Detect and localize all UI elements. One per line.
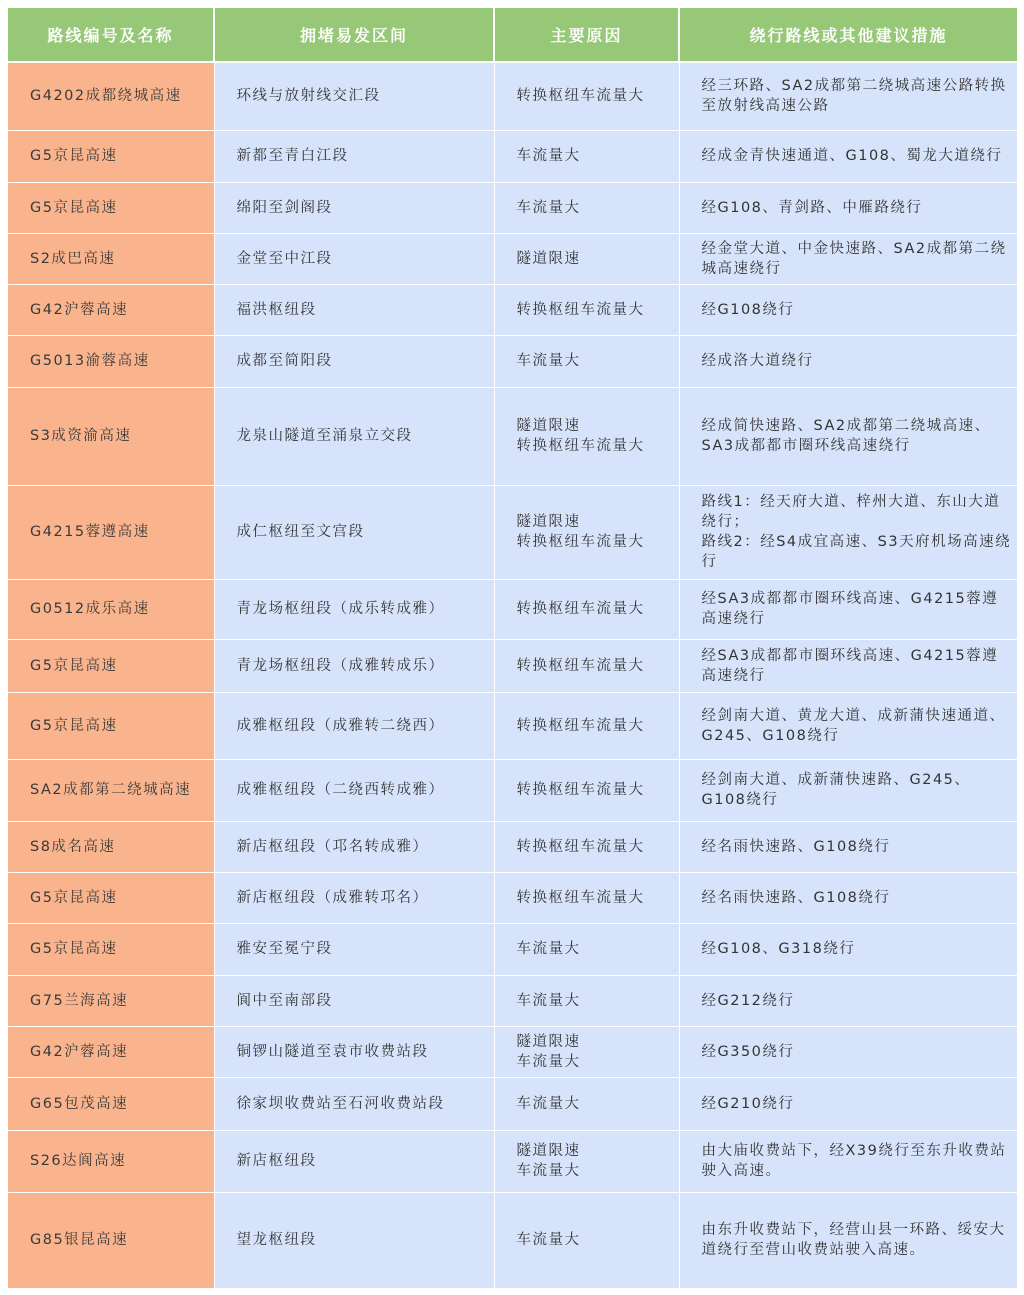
table-row	[8, 130, 1017, 182]
reason-cell: 隧道限速 转换枢纽车流量大	[494, 387, 679, 485]
advice-cell: 经G108、G318绕行	[679, 923, 1017, 975]
advice-cell: 经金堂大道、中金快速路、SA2成都第二绕城高速绕行	[679, 233, 1017, 284]
reason-cell: 转换枢纽车流量大	[494, 62, 679, 130]
advice-cell: 经G212绕行	[679, 975, 1017, 1026]
advice-cell: 经G108、青剑路、中雁路绕行	[679, 182, 1017, 233]
section-cell: 雅安至冕宁段	[214, 923, 494, 975]
route-name: G5013渝蓉高速	[8, 335, 214, 387]
advice-cell: 由东升收费站下，经营山县一环路、绥安大道绕行至营山收费站驶入高速。	[679, 1192, 1017, 1288]
advice-cell: 经剑南大道、黄龙大道、成新蒲快速通道、G245、G108绕行	[679, 692, 1017, 759]
advice-cell: 经G350绕行	[679, 1026, 1017, 1077]
table-row	[8, 1192, 1017, 1288]
section-cell: 新店枢纽段（邛名转成雅）	[214, 821, 494, 872]
advice-cell: 经名雨快速路、G108绕行	[679, 821, 1017, 872]
table-row	[8, 975, 1017, 1026]
section-cell: 徐家坝收费站至石河收费站段	[214, 1077, 494, 1130]
advice-cell: 经成简快速路、SA2成都第二绕城高速、SA3成都都市圈环线高速绕行	[679, 387, 1017, 485]
reason-cell: 隧道限速 转换枢纽车流量大	[494, 485, 679, 579]
table-row	[8, 872, 1017, 923]
section-cell: 青龙场枢纽段（成雅转成乐）	[214, 639, 494, 692]
advice-cell: 经成金青快速通道、G108、蜀龙大道绕行	[679, 130, 1017, 182]
reason-cell: 车流量大	[494, 1077, 679, 1130]
route-name: G42沪蓉高速	[8, 1026, 214, 1077]
route-name: G5京昆高速	[8, 639, 214, 692]
reason-cell: 车流量大	[494, 130, 679, 182]
route-name: S26达阆高速	[8, 1130, 214, 1192]
section-cell: 铜锣山隧道至袁市收费站段	[214, 1026, 494, 1077]
reason-cell: 车流量大	[494, 182, 679, 233]
advice-cell: 经剑南大道、成新蒲快速路、G245、G108绕行	[679, 759, 1017, 821]
reason-cell: 隧道限速 车流量大	[494, 1130, 679, 1192]
header-reason: 主要原因	[494, 8, 679, 62]
reason-cell: 转换枢纽车流量大	[494, 821, 679, 872]
table-row	[8, 923, 1017, 975]
route-name: G5京昆高速	[8, 872, 214, 923]
table-row	[8, 182, 1017, 233]
table-row	[8, 1130, 1017, 1192]
table-row	[8, 387, 1017, 485]
table-row	[8, 639, 1017, 692]
reason-cell: 车流量大	[494, 1192, 679, 1288]
table-row	[8, 284, 1017, 335]
header-section: 拥堵易发区间	[214, 8, 494, 62]
header-row	[8, 8, 1017, 62]
table-row	[8, 692, 1017, 759]
advice-cell: 经SA3成都都市圈环线高速、G4215蓉遵高速绕行	[679, 639, 1017, 692]
route-name: S8成名高速	[8, 821, 214, 872]
section-cell: 望龙枢纽段	[214, 1192, 494, 1288]
table-row	[8, 1077, 1017, 1130]
section-cell: 龙泉山隧道至涌泉立交段	[214, 387, 494, 485]
advice-cell: 路线1：经天府大道、梓州大道、东山大道绕行； 路线2：经S4成宜高速、S3天府机场高速绕行	[679, 485, 1017, 579]
section-cell: 成雅枢纽段（二绕西转成雅）	[214, 759, 494, 821]
route-name: G65包茂高速	[8, 1077, 214, 1130]
reason-cell: 转换枢纽车流量大	[494, 579, 679, 639]
reason-cell: 车流量大	[494, 923, 679, 975]
section-cell: 成雅枢纽段（成雅转二绕西）	[214, 692, 494, 759]
table-row	[8, 233, 1017, 284]
advice-cell: 经名雨快速路、G108绕行	[679, 872, 1017, 923]
route-name: SA2成都第二绕城高速	[8, 759, 214, 821]
route-name: G0512成乐高速	[8, 579, 214, 639]
advice-cell: 经SA3成都都市圈环线高速、G4215蓉遵高速绕行	[679, 579, 1017, 639]
table-row	[8, 485, 1017, 579]
table-row	[8, 335, 1017, 387]
table-body	[8, 62, 1017, 1288]
route-name: G42沪蓉高速	[8, 284, 214, 335]
route-name: G5京昆高速	[8, 692, 214, 759]
section-cell: 环线与放射线交汇段	[214, 62, 494, 130]
congestion-table	[8, 8, 1017, 1289]
advice-cell: 经G210绕行	[679, 1077, 1017, 1130]
section-cell: 新都至青白江段	[214, 130, 494, 182]
reason-cell: 隧道限速 车流量大	[494, 1026, 679, 1077]
route-name: G5京昆高速	[8, 923, 214, 975]
route-name: G5京昆高速	[8, 182, 214, 233]
table-row	[8, 821, 1017, 872]
route-name: G75兰海高速	[8, 975, 214, 1026]
section-cell: 成仁枢纽至文宫段	[214, 485, 494, 579]
route-name: G85银昆高速	[8, 1192, 214, 1288]
route-name: G5京昆高速	[8, 130, 214, 182]
table-row	[8, 579, 1017, 639]
reason-cell: 转换枢纽车流量大	[494, 284, 679, 335]
reason-cell: 转换枢纽车流量大	[494, 692, 679, 759]
advice-cell: 由大庙收费站下，经X39绕行至东升收费站驶入高速。	[679, 1130, 1017, 1192]
reason-cell: 转换枢纽车流量大	[494, 759, 679, 821]
section-cell: 绵阳至剑阁段	[214, 182, 494, 233]
reason-cell: 车流量大	[494, 975, 679, 1026]
reason-cell: 隧道限速	[494, 233, 679, 284]
table-row	[8, 62, 1017, 130]
table-row	[8, 759, 1017, 821]
section-cell: 成都至简阳段	[214, 335, 494, 387]
section-cell: 福洪枢纽段	[214, 284, 494, 335]
section-cell: 新店枢纽段	[214, 1130, 494, 1192]
reason-cell: 转换枢纽车流量大	[494, 872, 679, 923]
route-name: G4215蓉遵高速	[8, 485, 214, 579]
header-advice: 绕行路线或其他建议措施	[679, 8, 1017, 62]
route-name: S3成资渝高速	[8, 387, 214, 485]
route-name: S2成巴高速	[8, 233, 214, 284]
table-row	[8, 1026, 1017, 1077]
section-cell: 阆中至南部段	[214, 975, 494, 1026]
section-cell: 金堂至中江段	[214, 233, 494, 284]
header-route: 路线编号及名称	[8, 8, 214, 62]
table-header	[8, 8, 1017, 62]
advice-cell: 经G108绕行	[679, 284, 1017, 335]
section-cell: 新店枢纽段（成雅转邛名）	[214, 872, 494, 923]
section-cell: 青龙场枢纽段（成乐转成雅）	[214, 579, 494, 639]
advice-cell: 经成洛大道绕行	[679, 335, 1017, 387]
route-name: G4202成都绕城高速	[8, 62, 214, 130]
advice-cell: 经三环路、SA2成都第二绕城高速公路转换至放射线高速公路	[679, 62, 1017, 130]
reason-cell: 车流量大	[494, 335, 679, 387]
congestion-table-container	[8, 8, 1017, 1289]
reason-cell: 转换枢纽车流量大	[494, 639, 679, 692]
